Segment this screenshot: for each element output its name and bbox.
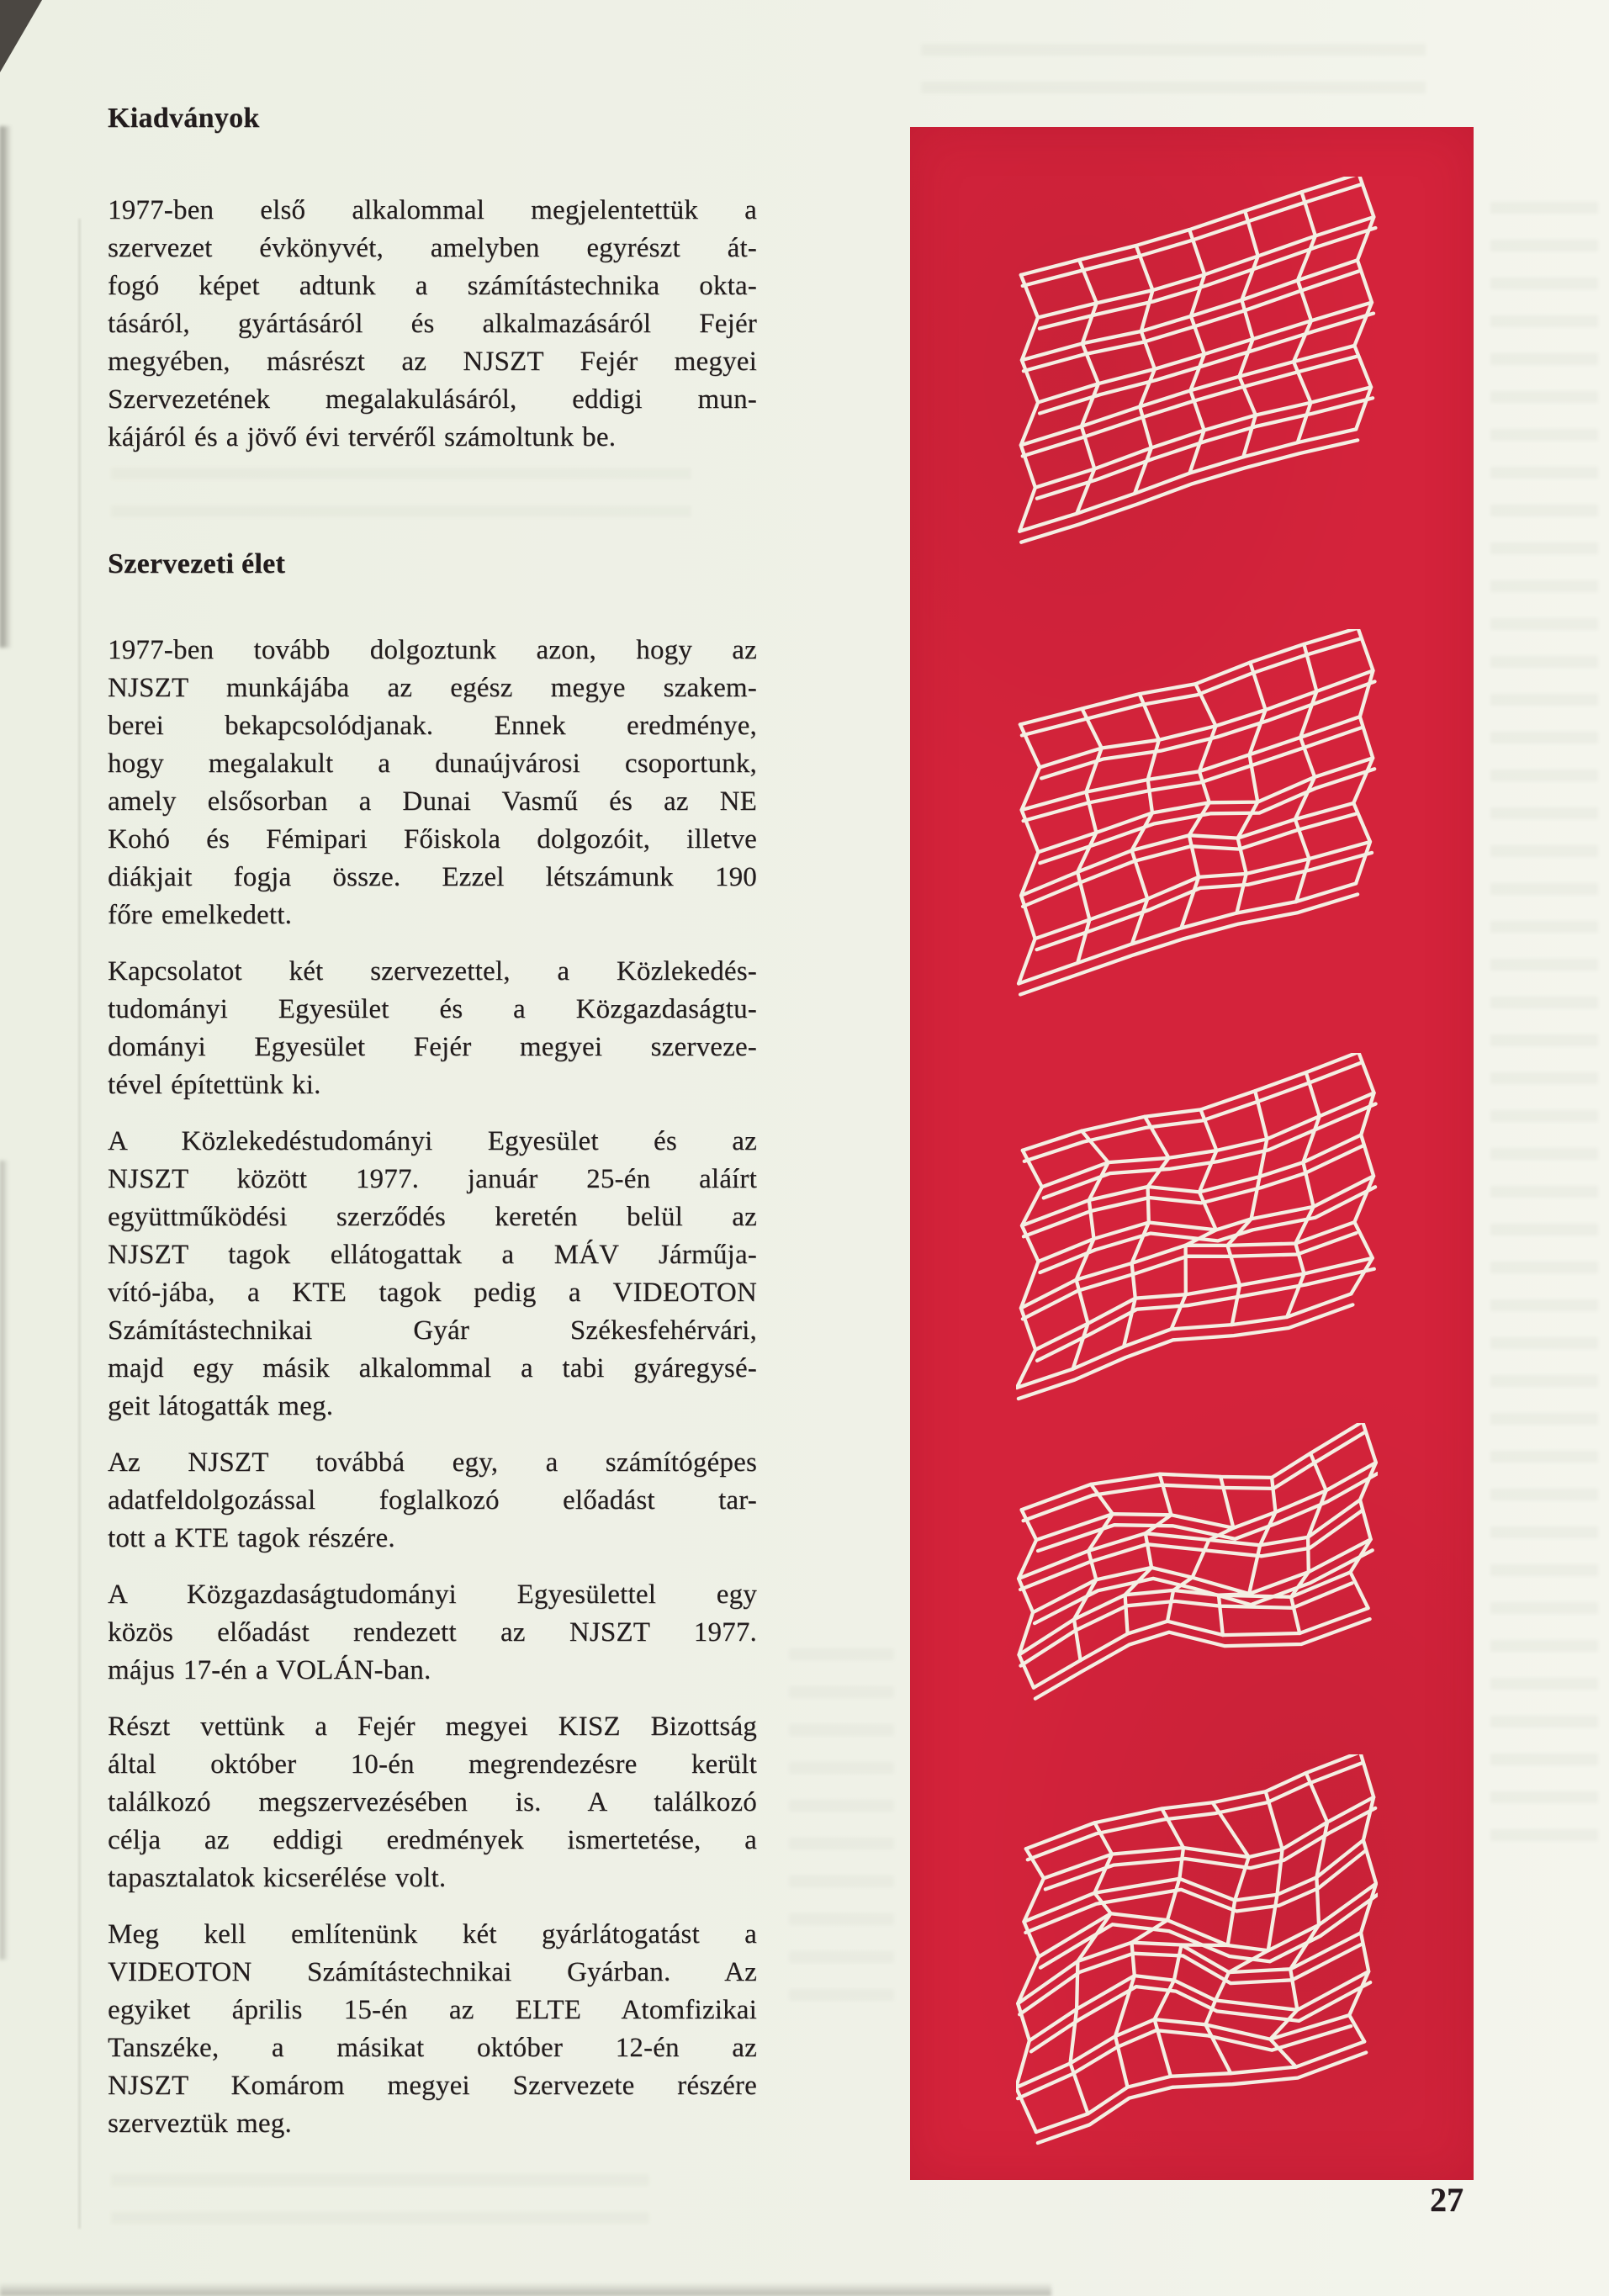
section-heading-kiadvanyok: Kiadványok (108, 103, 260, 134)
text-line: geit látogatták meg. (108, 1391, 334, 1421)
text-line: dományi Egyesület Fejér megyei szerveze- (108, 1032, 757, 1062)
text-line: 1977-ben tovább dolgoztunk azon, hogy az (108, 635, 757, 665)
text-line: Szervezetének megalakulásáról, eddigi mun- (108, 384, 757, 415)
text-line: egyiket április 15-én az ELTE Atomfizikai (108, 1995, 757, 2025)
scan-corner-artifact (0, 0, 42, 72)
art-panel-5 (1016, 1754, 1378, 2150)
text-line: Meg kell említenünk két gyárlátogatást a (108, 1919, 757, 1949)
text-line: Kapcsolatot két szervezettel, a Közlekedés- (108, 956, 757, 987)
text-line: A Közgazdaságtudományi Egyesülettel egy (108, 1579, 757, 1610)
text-line: VIDEOTON Számítástechnikai Gyárban. Az (108, 1957, 757, 1987)
page-number: 27 (1430, 2181, 1463, 2219)
text-line: adatfeldolgozással foglalkozó előadást tar- (108, 1485, 757, 1516)
text-line: főre emelkedett. (108, 900, 293, 930)
article-column (108, 99, 757, 2143)
fold-line-artifact (78, 219, 81, 2229)
text-line: találkozó megszervezésében is. A találkozó (108, 1787, 757, 1817)
text-line: tásáról, gyártásáról és alkalmazásáról Fejér (108, 309, 757, 339)
bleed-through-artifact (111, 2174, 649, 2250)
paragraph (108, 953, 757, 1104)
text-line: majd egy másik alkalommal a tabi gyáregysé- (108, 1353, 757, 1383)
paragraph (108, 1708, 757, 1897)
art-panel-2 (1016, 629, 1378, 999)
bleed-through-artifact (921, 44, 1426, 118)
art-panel-1 (1016, 177, 1378, 547)
text-line: diákjait fogja össze. Ezzel létszámunk 190 (108, 862, 757, 892)
text-line: hogy megalakult a dunaújvárosi csoportunk, (108, 749, 757, 779)
text-line: NJSZT munkájába az egész megye szakem- (108, 673, 757, 703)
section-heading-szervezeti-elet: Szervezeti élet (108, 548, 286, 579)
section-szervezeti-elet-paragraphs (108, 632, 757, 2143)
text-line: amely elsősorban a Dunai Vasmű és az NE (108, 786, 757, 817)
text-line: Kohó és Fémipari Főiskola dolgozóit, illetve (108, 824, 757, 854)
section-kiadvanyok-paragraphs (108, 192, 757, 457)
computer-art-plate (910, 127, 1474, 2180)
text-line: tapasztalatok kicserélése volt. (108, 1863, 447, 1893)
text-line: közös előadást rendezett az NJSZT 1977. (108, 1617, 757, 1648)
text-line: 1977-ben első alkalommal megjelentettük a (108, 195, 757, 225)
paragraph (108, 1916, 757, 2143)
text-line: Tanszéke, a másikat október 12-én az (108, 2033, 757, 2063)
art-panel-3 (1016, 1053, 1378, 1406)
lattice-vortex-strong-svg (1016, 1754, 1378, 2150)
scan-edge-artifact (0, 126, 12, 648)
scan-edge-artifact (0, 2283, 1051, 2296)
text-line: május 17-én a VOLÁN-ban. (108, 1655, 431, 1685)
text-line: Az NJSZT továbbá egy, a számítógépes (108, 1447, 757, 1478)
text-line: tudományi Egyesület és a Közgazdaságtu- (108, 994, 757, 1024)
lattice-regular-svg (1016, 177, 1378, 547)
art-panel-4 (1016, 1423, 1378, 1709)
paragraph (108, 1123, 757, 1426)
text-line: NJSZT tagok ellátogattak a MÁV Járműja- (108, 1240, 757, 1270)
text-line: Részt vettünk a Fejér megyei KISZ Bizottság (108, 1711, 757, 1742)
text-line: együttműködési szerződés keretén belül az (108, 1202, 757, 1232)
text-line: berei bekapcsolódjanak. Ennek eredménye, (108, 711, 757, 741)
scan-edge-artifact (0, 1161, 8, 1960)
lattice-vortex-svg (1016, 1423, 1378, 1709)
bleed-through-artifact (1490, 202, 1598, 1867)
paragraph (108, 1444, 757, 1558)
text-line: tével építettünk ki. (108, 1070, 321, 1100)
text-line: Számítástechnikai Gyár Székesfehérvári, (108, 1315, 757, 1346)
text-line: tott a KTE tagok részére. (108, 1523, 395, 1553)
lattice-distorted-svg (1016, 1053, 1378, 1406)
paragraph (108, 632, 757, 934)
paragraph (108, 192, 757, 457)
text-line: megyében, másrészt az NJSZT Fejér megyei (108, 347, 757, 377)
text-line: által október 10-én megrendezésre került (108, 1749, 757, 1780)
text-line: kájáról és a jövő évi tervéről számoltunk be. (108, 422, 617, 452)
text-line: szerveztük meg. (108, 2108, 292, 2139)
text-line: fogó képet adtunk a számítástechnika okta- (108, 271, 757, 301)
text-line: szervezet évkönyvét, amelyben egyrészt át- (108, 233, 757, 263)
text-line: célja az eddigi eredmények ismertetése, a (108, 1825, 757, 1855)
text-line: NJSZT Komárom megyei Szervezete részére (108, 2071, 757, 2101)
text-line: NJSZT között 1977. január 25-én aláírt (108, 1164, 757, 1194)
paragraph (108, 1576, 757, 1690)
text-line: A Közlekedéstudományi Egyesület és az (108, 1126, 757, 1156)
lattice-slightly-distorted-svg (1016, 629, 1378, 999)
bleed-through-artifact (789, 1648, 894, 2010)
text-line: vító-jába, a KTE tagok pedig a VIDEOTON (108, 1278, 757, 1308)
